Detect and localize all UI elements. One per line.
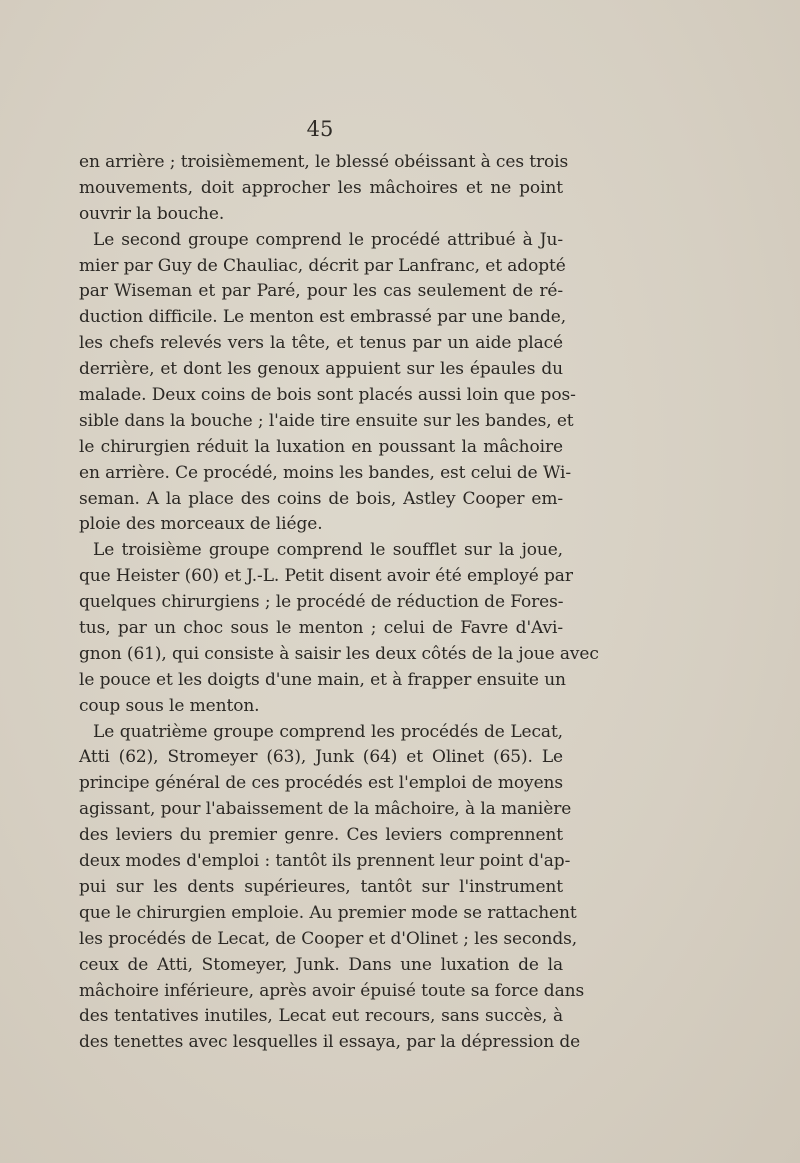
text-line: pui sur les dents supérieures, tantôt sur l'instrument xyxy=(79,876,563,897)
text-line: agissant, pour l'abaissement de la mâchoire, à la manière xyxy=(79,799,572,820)
page-number: 45 xyxy=(306,117,334,141)
text-line: quelques chirurgiens ; le procédé de réduction de Fores- xyxy=(79,592,564,613)
text-line: en arrière. Ce procédé, moins les bandes, est celui de Wi- xyxy=(79,462,572,483)
text-line: seman. A la place des coins de bois, Astley Cooper em- xyxy=(79,488,563,509)
text-line: Le quatrième groupe comprend les procédés de Lecat, xyxy=(93,721,563,742)
text-line: deux modes d'emploi : tantôt ils prennent leur point d'ap- xyxy=(79,851,571,872)
text-line: coup sous le menton. xyxy=(79,695,260,716)
text-line: en arrière ; troisièmement, le blessé obéissant à ces trois xyxy=(79,152,569,172)
text-line: que le chirurgien emploie. Au premier mode se rattachent xyxy=(79,902,577,923)
text-line: mouvements, doit approcher les mâchoires et ne point xyxy=(79,177,563,198)
text-line: les procédés de Lecat, de Cooper et d'Olinet ; les seconds, xyxy=(79,928,578,949)
paragraph xyxy=(79,150,569,228)
text-line: ceux de Atti, Stomeyer, Junk. Dans une luxation de la xyxy=(79,954,563,975)
text-line: malade. Deux coins de bois sont placés aussi loin que pos- xyxy=(79,385,576,406)
text-line: principe général de ces procédés est l'emploi de moyens xyxy=(79,773,563,794)
text-line: des leviers du premier genre. Ces leviers comprennent xyxy=(79,825,563,846)
text-line: les chefs relevés vers la tête, et tenus par un aide placé xyxy=(79,333,563,354)
text-line: par Wiseman et par Paré, pour les cas seulement de ré- xyxy=(79,281,563,302)
text-line: mier par Guy de Chauliac, décrit par Lanfranc, et adopté xyxy=(79,255,566,276)
text-line: tus, par un choc sous le menton ; celui de Favre d'Avi- xyxy=(79,618,563,639)
body-text xyxy=(79,150,599,1056)
paragraph xyxy=(79,720,585,1057)
text-line: gnon (61), qui consiste à saisir les deux côtés de la joue avec xyxy=(79,643,599,664)
text-line: Atti (62), Stromeyer (63), Junk (64) et Olinet (65). Le xyxy=(79,747,563,768)
paragraph xyxy=(79,538,599,719)
text-line: duction difficile. Le menton est embrassé par une bande, xyxy=(79,307,566,328)
text-line: Le second groupe comprend le procédé attribué à Ju- xyxy=(93,229,563,250)
text-line: Le troisième groupe comprend le soufflet sur la joue, xyxy=(93,540,563,561)
text-line: ploie des morceaux de liége. xyxy=(79,514,323,535)
text-line: des tenettes avec lesquelles il essaya, par la dépression de xyxy=(79,1032,581,1053)
text-line: des tentatives inutiles, Lecat eut recours, sans succès, à xyxy=(79,1006,563,1027)
text-line: que Heister (60) et J.-L. Petit disent avoir été employé par xyxy=(79,566,573,587)
text-line: le pouce et les doigts d'une main, et à frapper ensuite un xyxy=(79,669,566,690)
paragraph xyxy=(79,228,576,539)
text-line: derrière, et dont les genoux appuient sur les épaules du xyxy=(79,359,563,380)
text-line: sible dans la bouche ; l'aide tire ensuite sur les bandes, et xyxy=(79,410,574,431)
text-line: le chirurgien réduit la luxation en poussant la mâchoire xyxy=(79,436,563,457)
text-line: ouvrir la bouche. xyxy=(79,203,225,224)
text-line: mâchoire inférieure, après avoir épuisé toute sa force dans xyxy=(79,980,585,1001)
